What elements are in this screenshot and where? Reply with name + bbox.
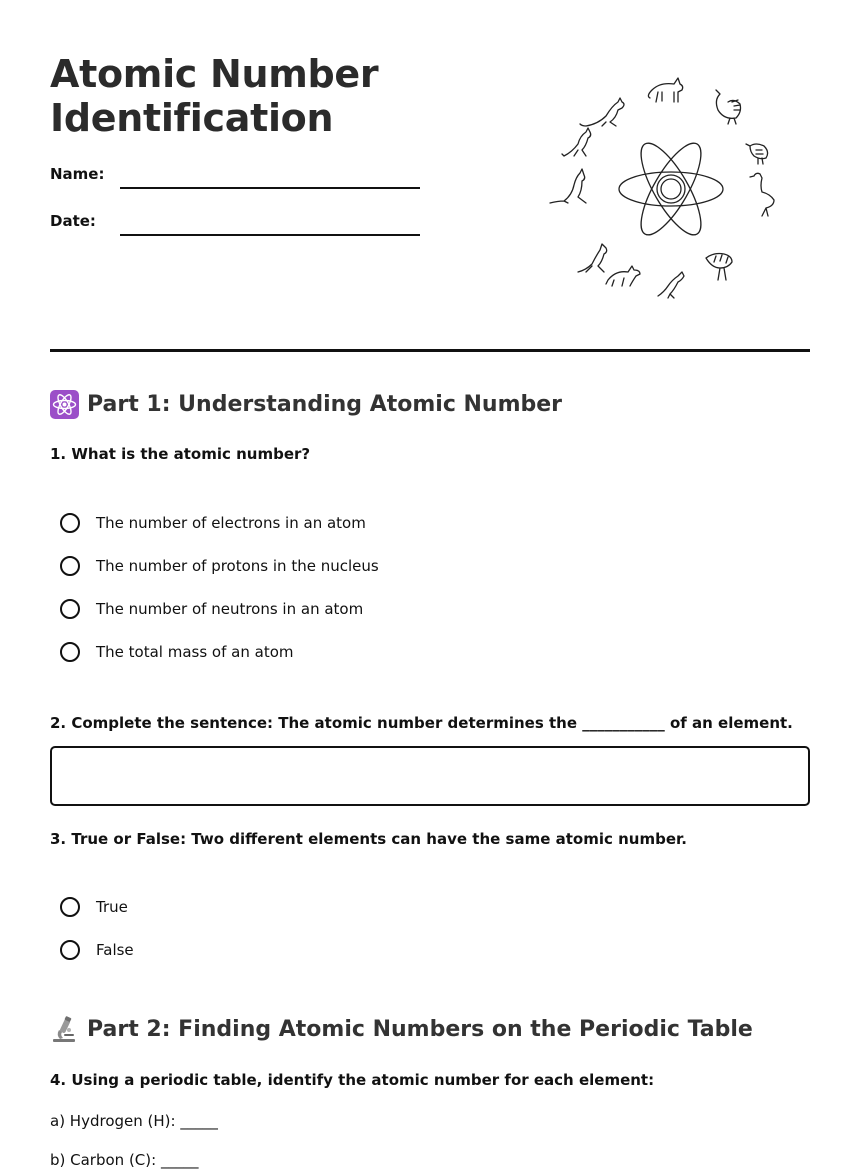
q4-item-carbon: b) Carbon (C): _____ — [50, 1151, 199, 1169]
radio-button[interactable] — [60, 897, 80, 917]
q3-option-false[interactable] — [60, 937, 134, 963]
q3-option-true[interactable] — [60, 894, 128, 920]
title-line-1: Atomic Number — [50, 52, 379, 96]
header-divider — [50, 349, 810, 352]
part1-heading-text: Part 1: Understanding Atomic Number — [87, 391, 563, 417]
q4-item-hydrogen: a) Hydrogen (H): _____ — [50, 1112, 218, 1130]
atom-animals-illustration — [540, 72, 785, 304]
q2-answer-input[interactable] — [50, 746, 810, 806]
part1-heading — [50, 388, 562, 420]
option-label: The total mass of an atom — [96, 643, 294, 661]
date-label: Date: — [50, 212, 96, 230]
question-3: 3. True or False: Two different elements can have the same atomic number. — [50, 830, 687, 848]
option-label: False — [96, 941, 134, 959]
emu-icon — [750, 173, 774, 216]
turkey-icon — [716, 90, 741, 124]
question-4: 4. Using a periodic table, identify the atomic number for each element: — [50, 1071, 655, 1089]
option-label: The number of protons in the nucleus — [96, 557, 379, 575]
wader-bird-icon — [658, 272, 684, 298]
option-label: True — [96, 898, 128, 916]
q1-option-1[interactable] — [60, 510, 366, 536]
question-1: 1. What is the atomic number? — [50, 445, 311, 463]
option-label: The number of neutrons in an atom — [96, 600, 364, 618]
kangaroo-icon — [580, 98, 624, 126]
date-field[interactable] — [120, 234, 420, 236]
bird-icon — [746, 144, 768, 164]
kangaroo-sitting-icon — [550, 169, 586, 203]
radio-button[interactable] — [60, 642, 80, 662]
radio-button[interactable] — [60, 556, 80, 576]
name-field[interactable] — [120, 187, 420, 189]
atom-symbol-icon — [50, 390, 79, 419]
q1-option-4[interactable] — [60, 639, 294, 665]
radio-button[interactable] — [60, 599, 80, 619]
worksheet-title — [50, 52, 378, 140]
atom-icon — [619, 135, 723, 242]
q1-option-2[interactable] — [60, 553, 379, 579]
fox-icon — [648, 78, 682, 102]
kangaroo-jumping-icon — [578, 244, 607, 272]
radio-button[interactable] — [60, 513, 80, 533]
part2-heading — [50, 1013, 753, 1045]
wallaby-icon — [562, 128, 591, 156]
radio-button[interactable] — [60, 940, 80, 960]
microscope-icon — [50, 1015, 79, 1044]
question-2: 2. Complete the sentence: The atomic number determines the ___________ of an element. — [50, 714, 793, 732]
option-label: The number of electrons in an atom — [96, 514, 366, 532]
dingo-icon — [606, 266, 640, 286]
name-label: Name: — [50, 165, 105, 183]
title-line-2: Identification — [50, 96, 334, 140]
part2-heading-text: Part 2: Finding Atomic Numbers on the Periodic Table — [87, 1016, 753, 1042]
bustard-icon — [706, 254, 732, 281]
q1-option-3[interactable] — [60, 596, 363, 622]
